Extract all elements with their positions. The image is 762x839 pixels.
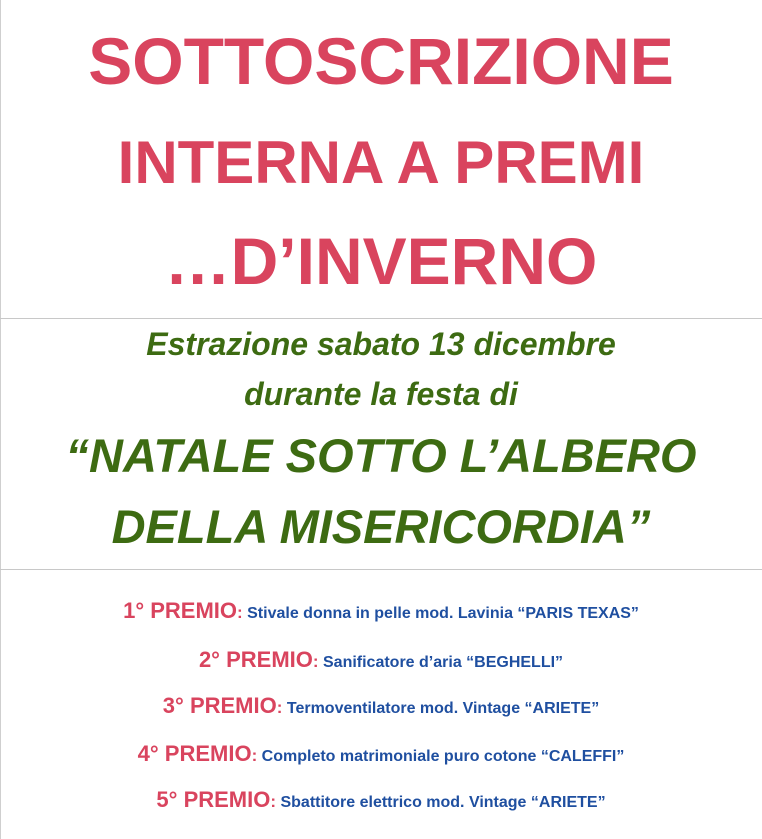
prize-label: 5° PREMIO [156, 787, 271, 812]
event-line-4-wrap [0, 500, 762, 553]
event-line-3-wrap [0, 429, 762, 482]
title-line-2: INTERNA A PREMI [117, 129, 645, 196]
prize-label: 1° PREMIO [123, 598, 238, 623]
prize-2 [0, 649, 762, 671]
prize-separator: : [276, 698, 283, 717]
prize-5 [0, 789, 762, 811]
prize-separator: : [312, 652, 319, 671]
title-block [0, 24, 762, 98]
divider-top [0, 318, 762, 319]
prize-3 [0, 695, 762, 717]
prize-description: Termoventilatore mod. Vintage “ARIETE” [282, 700, 600, 717]
event-line-1-wrap [0, 328, 762, 360]
divider-bottom [0, 569, 762, 570]
prize-description: Completo matrimoniale puro cotone “CALEFFI” [257, 748, 625, 765]
prize-label: 4° PREMIO [137, 741, 252, 766]
title-line-3: …D’INVERNO [164, 224, 598, 298]
prize-description: Sbattitore elettrico mod. Vintage “ARIETE” [276, 794, 606, 811]
event-line-3: “NATALE SOTTO L’ALBERO [65, 429, 697, 482]
prize-label: 2° PREMIO [198, 647, 313, 672]
event-line-2-wrap [0, 378, 762, 410]
event-line-2: durante la festa di [244, 376, 518, 412]
prize-description: Stivale donna in pelle mod. Lavinia “PARIS TEXAS” [242, 605, 639, 622]
prize-description: Sanificatore d’aria “BEGHELLI” [318, 654, 564, 671]
title-line-1: SOTTOSCRIZIONE [88, 24, 674, 98]
prize-4 [0, 743, 762, 765]
prize-separator: : [251, 746, 258, 765]
prize-1 [0, 600, 762, 622]
title-block-2 [0, 129, 762, 196]
prize-separator: : [270, 792, 277, 811]
prize-label: 3° PREMIO [162, 693, 277, 718]
event-line-1: Estrazione sabato 13 dicembre [146, 326, 616, 362]
event-line-4: DELLA MISERICORDIA” [111, 500, 651, 553]
title-block-3 [0, 224, 762, 298]
prize-separator: : [237, 603, 243, 622]
